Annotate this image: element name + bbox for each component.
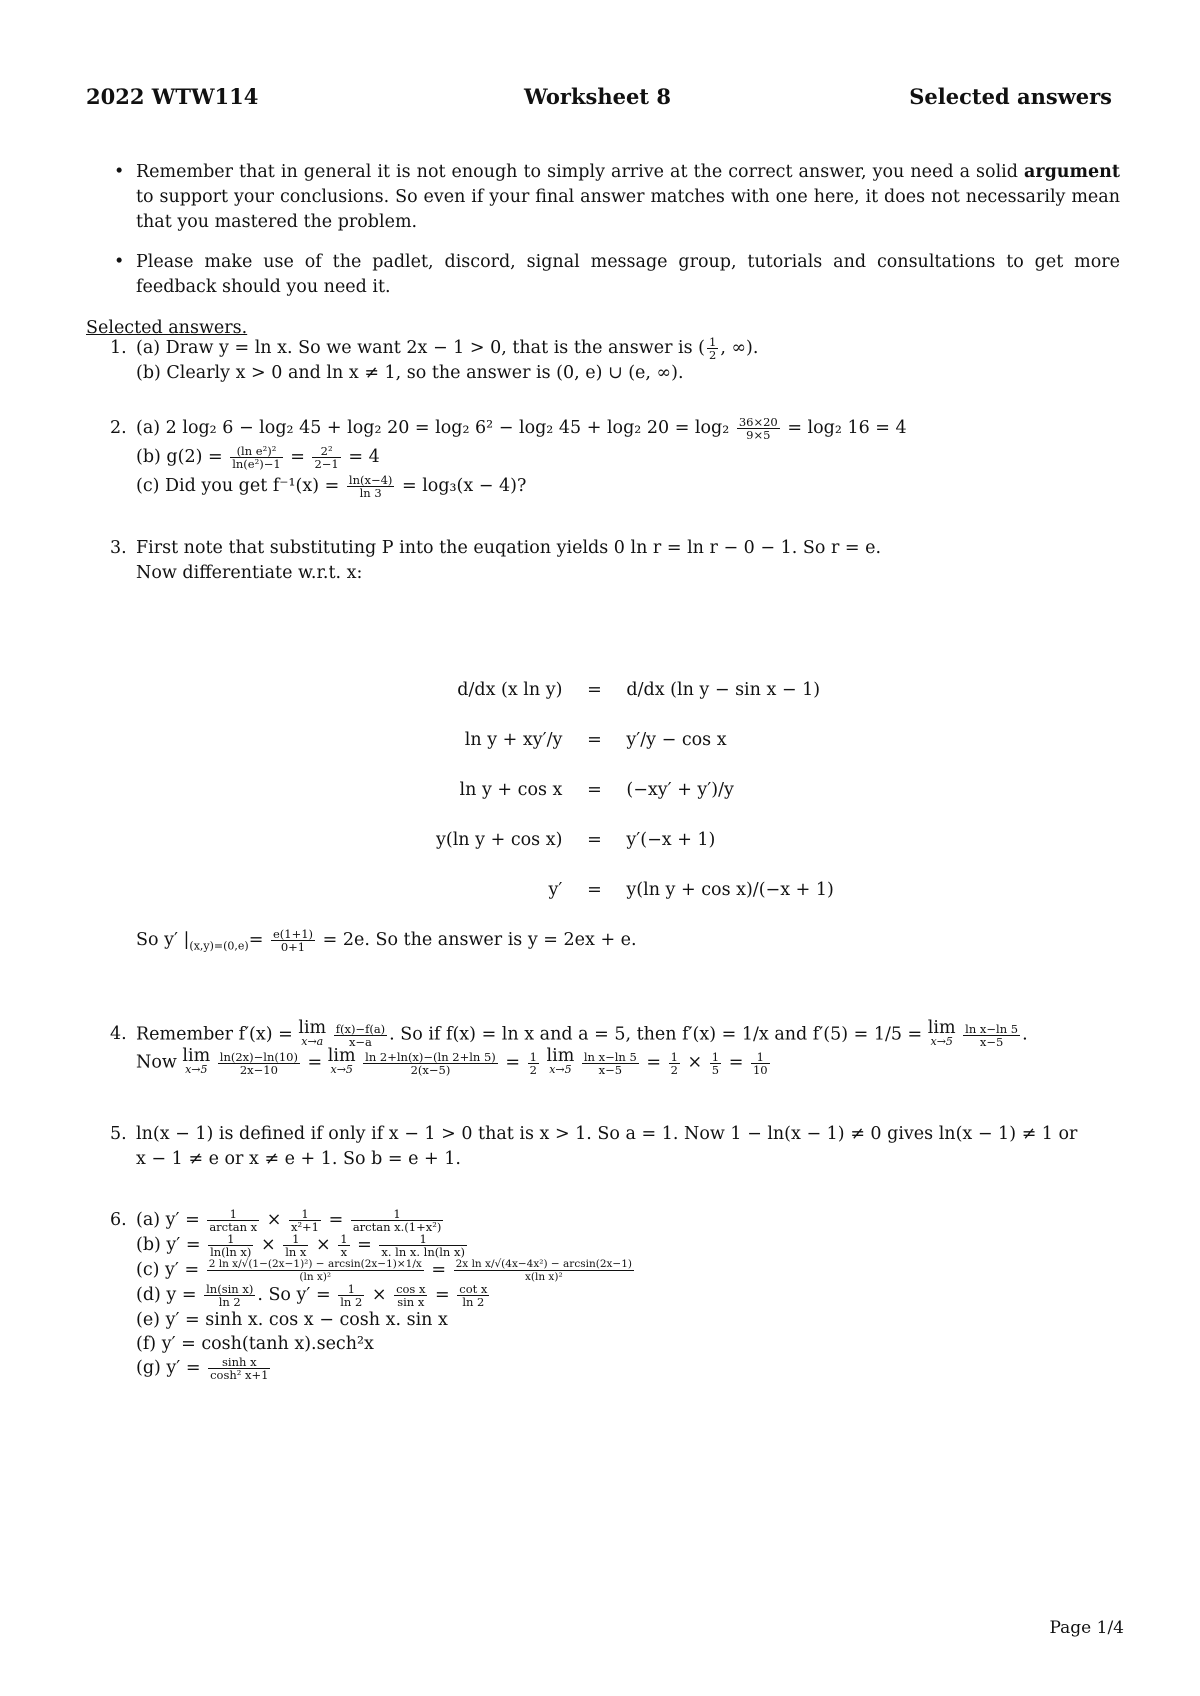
- page-header: [86, 84, 1112, 114]
- bullet-icon: •: [114, 252, 125, 272]
- instruction-item: • Please make use of the padlet, discord, signal message group, tutorials and consultations to get more feedback should you need it.: [114, 252, 1120, 297]
- answer-5: 5. ln(x − 1) is defined if only if x − 1 > 0 that is x > 1. So a = 1. Now 1 − ln(x − 1) ≠ 0 gives ln(x − 1) ≠ 1 or x − 1 ≠ e or x ≠ e + 1. So b = e + 1.: [110, 1122, 1120, 1172]
- answer-6c: (c) y′ = $\frac{\text{2 ln x/√(1−(2x−1)²) − arcsin(2x−1)×1/x}}{\text{(ln x)²}}$ = $\frac{\text{2x ln x/√(4x−4x²) − arcsin(2x−1)}}{\text{x(ln x)²}}$: [136, 1258, 632, 1283]
- derivation-row: y(ln y + cos x) = y′(−x + 1): [436, 830, 716, 850]
- answer-2a: (a) 2 log₂ 6 − log₂ 45 + log₂ 20 = log₂ 6² − log₂ 45 + log₂ 20 = log₂ $\frac{36\times 20}{9\times 5}$ = log₂ 16 = 4: [136, 415, 907, 442]
- answer-3-intro: First note that substituting P into the euqation yields 0 ln r = ln r − 0 − 1. So r = e.: [136, 538, 882, 558]
- answer-4: 4. Remember f′(x) = lim x→a $\frac{f(x)-f(a)}{x-a}$ . So if f(x) = ln x and a = 5, then f′(x) = 1/x and f′(5) = 1/5 = lim x→5 $\frac{\text{ln x−ln 5}}{x-5}$ . Now lim x→5 $\frac{\ln(2x)-\ln(10)}{2x-10}$ = lim x→5 $\frac{\ln 2+\ln(x)-(\ln 2+\ln 5)}{2(x-5)}$ = $\frac{1}{2}$ lim x→5 $\frac{\text{ln x−ln 5}}{x-5}$ = $\frac{1}{2}$ × $\frac{1}{5}$ = $\frac{1}{10}$: [110, 1022, 1120, 1076]
- course-code: 2022 WTW114: [86, 84, 259, 109]
- page-number: Page 1/4: [1049, 1618, 1124, 1638]
- header-subtitle: Selected answers: [909, 84, 1112, 109]
- instructions-list: [114, 160, 1120, 315]
- derivation-row: d/dx (x ln y) = d/dx (ln y − sin x − 1): [457, 680, 821, 700]
- answer-6: 6. (a) y′ = $\frac{1}{\text{arctan x}}$ × $\frac{1}{\text{x²+1}}$ = $\frac{1}{\text{arctan x.(1+x²)}}$ (b) y′ = $\frac{1}{\text{ln(ln x)}}$ × $\frac{1}{\text{ln x}}$ × $\frac{1}{x}$ = $\frac{1}{\text{x. ln x. ln(ln x)}}$ (c) y′ = $\frac{\text{2 ln x/√(1−(2x−1)²) − arcsin(2x−1)×1/x}}{\text{(ln x)²}}$ = $\frac{\text{2x ln x/√(4x−4x²) − arcsin(2x−1)}}{\text{x(ln x)²}}$ (d) y = $\frac{\text{ln(sin x)}}{\ln 2}$ . So y′ = $\frac{1}{\ln 2}$ × $\frac{\text{cos x}}{\text{sin x}}$ = $\frac{\text{cot x}}{\ln 2}$ (e) y′ = sinh x. cos x − cosh x. sin x (f) y′ = cosh(tanh x).sech²x (g) y′ = $\frac{\text{sinh x}}{\text{cosh² x+1}}$: [110, 1208, 1120, 1381]
- derivation-row: ln y + xy′/y = y′/y − cos x: [464, 730, 727, 750]
- answer-6b: (b) y′ = $\frac{1}{\text{ln(ln x)}}$ × $\frac{1}{\text{ln x}}$ × $\frac{1}{x}$ = $\frac{1}{\text{x. ln x. ln(ln x)}}$: [136, 1232, 465, 1259]
- answer-3-conclusion: So y′ $|_{(x,y)=(0,e)}=$ $\frac{e(1+1)}{0+1}$ = 2e. So the answer is y = 2ex + e.: [136, 927, 637, 954]
- answer-4-line-1: Remember f′(x) = lim x→a $\frac{f(x)-f(a)}{x-a}$ . So if f(x) = ln x and a = 5, then f′(x) = 1/x and f′(5) = 1/5 = lim x→5 $\frac{\text{ln x−ln 5}}{x-5}$ .: [136, 1018, 1028, 1049]
- derivation-table: [430, 665, 840, 915]
- answer-4-line-2: Now lim x→5 $\frac{\ln(2x)-\ln(10)}{2x-10}$ = lim x→5 $\frac{\ln 2+\ln(x)-(\ln 2+\ln 5)}{2(x-5)}$ = $\frac{1}{2}$ lim x→5 $\frac{\text{ln x−ln 5}}{x-5}$ = $\frac{1}{2}$ × $\frac{1}{5}$ = $\frac{1}{10}$: [136, 1046, 768, 1077]
- bullet-icon: •: [114, 162, 125, 182]
- derivation-row: y′ = y(ln y + cos x)/(−x + 1): [548, 880, 834, 900]
- section-title: Selected answers.: [86, 318, 248, 338]
- answer-1: 1. (a) Draw y = ln x. So we want 2x − 1 > 0, that is the answer is ( $\frac{1}{2}$ , ∞). (b) Clearly x > 0 and ln x ≠ 1, so the answer is (0, e) ∪ (e, ∞).: [110, 336, 1120, 386]
- answer-2b: (b) g(2) = $\frac{\text{(ln e²)²}}{\text{ln(e²)−1}}$ = $\frac{\text{2²}}{2-1}$ = 4: [136, 444, 380, 471]
- answer-5-line-2: x − 1 ≠ e or x ≠ e + 1. So b = e + 1.: [136, 1149, 461, 1169]
- answer-2c: (c) Did you get f⁻¹(x) = $\frac{\ln(x-4)}{\ln 3}$ = log₃(x − 4)?: [136, 473, 527, 500]
- answer-5-line-1: ln(x − 1) is defined if only if x − 1 > 0 that is x > 1. So a = 1. Now 1 − ln(x − 1) ≠ 0 gives ln(x − 1) ≠ 1 or: [136, 1124, 1078, 1144]
- answer-2: 2. (a) 2 log₂ 6 − log₂ 45 + log₂ 20 = log₂ 6² − log₂ 45 + log₂ 20 = log₂ $\frac{36\times 20}{9\times 5}$ = log₂ 16 = 4 (b) g(2) = $\frac{\text{(ln e²)²}}{\text{ln(e²)−1}}$ = $\frac{\text{2²}}{2-1}$ = 4 (c) Did you get f⁻¹(x) = $\frac{\ln(x-4)}{\ln 3}$ = log₃(x − 4)?: [110, 416, 1120, 499]
- answer-1a: (a) Draw y = ln x. So we want 2x − 1 > 0, that is the answer is ( $\frac{1}{2}$ , ∞).: [136, 335, 759, 362]
- answer-6d: (d) y = $\frac{\text{ln(sin x)}}{\ln 2}$ . So y′ = $\frac{1}{\ln 2}$ × $\frac{\text{cos x}}{\text{sin x}}$ = $\frac{\text{cot x}}{\ln 2}$: [136, 1282, 488, 1309]
- answer-6g: (g) y′ = $\frac{\text{sinh x}}{\text{cosh² x+1}}$: [136, 1355, 269, 1382]
- answer-3-instruction: Now differentiate w.r.t. x:: [136, 563, 363, 583]
- answer-6f: (f) y′ = cosh(tanh x).sech²x: [136, 1334, 374, 1354]
- answer-6e: (e) y′ = sinh x. cos x − cosh x. sin x: [136, 1310, 448, 1330]
- worksheet-title: Worksheet 8: [524, 84, 671, 109]
- instruction-item: • Remember that in general it is not enough to simply arrive at the correct answer, you need a solid argument to support your conclusions. So even if your final answer matches with one here, it does not necessarily mean that you mastered the problem.: [114, 162, 1120, 232]
- answer-1b: (b) Clearly x > 0 and ln x ≠ 1, so the answer is (0, e) ∪ (e, ∞).: [136, 363, 684, 383]
- derivation-row: ln y + cos x = (−xy′ + y′)/y: [459, 780, 734, 800]
- answer-3: 3. First note that substituting P into the euqation yields 0 ln r = ln r − 0 − 1. So r = e. Now differentiate w.r.t. x:: [110, 536, 1120, 586]
- answer-6a: (a) y′ = $\frac{1}{\text{arctan x}}$ × $\frac{1}{\text{x²+1}}$ = $\frac{1}{\text{arctan x.(1+x²)}}$: [136, 1207, 442, 1234]
